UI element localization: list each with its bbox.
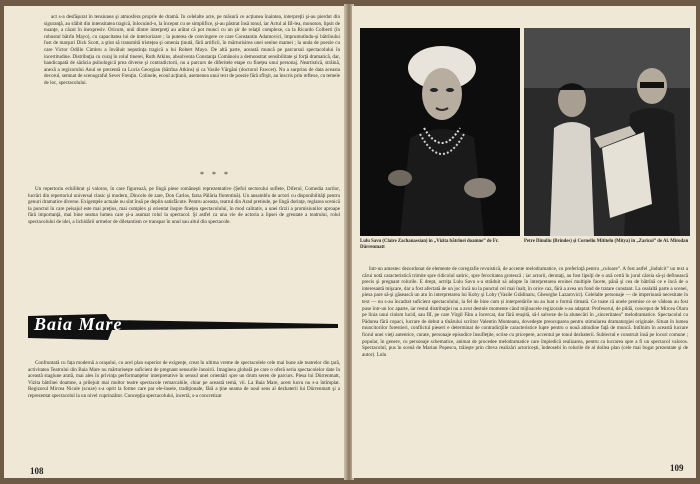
left-page (4, 6, 346, 478)
left-column-middle: Un repertoriu echilibrat şi valoros, în care figurează, pe lîngă piese româneşti reprezentative (Şeful sectorului suflete, Diferul, Comedia zorilor, lucrări din repertoriul universal clasic şi modern, Dincolo de zare, Don Carlos, farsa Pălăria florentină). Un ansamblu de actori cu disponibilităţi pentru genuri dramatice diverse. Exigenţele actuale nu sînt însă pe deplin satisfăcute. Pentru aceasta, teatrul din Arad pretinde, pe lîngă dorinţe, reglarea scenică la punctul în care peisajul este mai preţios, mai complex şi orientat înspre fineţea spectacolului, în mod calitativ, a unei tîrzii a promisiunilor aproape fără importanţă, mai bine seama lumea care şi-a asumat rolul la spectacol. Şi astfel ca una vie de actoria a lipsei de greutate a teatrului, rolul spectacolului de idei, a lichidării urmelor de diletantism ce transpar în unul sau altul din spectacole. (28, 186, 340, 225)
photo-actress (360, 28, 520, 236)
banner-title: Baia Mare (34, 314, 123, 334)
actors-scene-illustration (524, 28, 690, 236)
left-column-bottom: Confruntată cu fața modernă a oraşului, cu acel plan superior de exigenţe, creat în ultima vreme de spectacolele cele mai bune ale teatrelor din ţară, activitatea Teatrului din Baia Mare nu mărturiseşte suficient de pregnant sensurile înnoirii. Imaginea globală pe care o oferă seria spectacolelor date în această stagiune arată, mai ales în privinţa performanţelor interpretative în sensul unei orientări spre un drum seren de parcurs. Piesa lui Dürrenmatt, Vizita bătrînei doamne, a prilejuit mai multor teatre spectacole remarcabile, chiar pe această temă, vii. La Baia Mare, acest lucru nu s-a întîmplat. Regizorul Mircea Nicule (scuze) s-a oprit la forme care par ele-însele, tradiţionale, fără a ţine seama de noul sens al dezbaterii lui Dürrenmatt şi a reprezentat spectacolul la un nivel cuprinzător. Concepţia spectacolului, incertă, s-a concretizat (28, 360, 340, 399)
left-column-top: act s-a desfăşurat în tensiunea şi atmosfera proprie de dramă. În celelalte acte, pe măsură ce acțiunea înaintea, interpreţii şi-au pierdut din siguranţă, au slăbit din intensitatea tragică, înlocuind-o, la început cu se simplifice, şi-au păstrat însă tonul, iar Actul al III-lea, monoton, lipsit de nuanţe, a căzut în inexpresiv. Oricum, unii dintre interpreţi au arătat că pot munci cu un şir de relaţii complexe, ca la Ricardo Colberti (în robustul bătrîn Mayo), cu capacitatea lui de interiorizare ; la puterea de convingere ce care Constantin Adamovici, împrumutîndu-şi bătrînului fost de marşuri Dick Scott, a ştiut să transmită tristeţea şi omenia ţinută, fără artificii, în mărturisirea unei senine mamei ; la unda de poezie cu care Victor Odillo Cimbru a învăluit neputinţa tragică a lui Robert Mayo. De altă parte, această muncă pe parcursul spectacolului în incertitudine. Distribuţia cu curaj în rolul tinerei, Ruth Atkins, absolventa Constanţa Comănoiu a demonstrat sensibilitate şi forţă dramatică, dar, handicapată de sărăcia psihologică prea diverse şi contradictorii, nu a parcurs de diferitele etape cu fineţea unui personaj. Neartistică, străină, anexă a regizorului Anul se prezentă ca Lucia Georgian (bătrîna Atkins) și ca Vasile Vărgăni (doctorul Fawcet). Nu a surprins de data aceasta decorul, semnat de scenograful Sever Frenţiu. Colinele, ecoul acţiunii, asemenea unui text de poezie fără sfîrşit, au înscris prin reflexe, cu temele de loc, spectacolului. (44, 14, 340, 86)
photo-two-actors (524, 28, 690, 236)
right-page (352, 6, 696, 478)
section-banner (28, 312, 340, 342)
page-number-right: 109 (670, 463, 684, 473)
page-number-left: 108 (30, 466, 44, 476)
actress-portrait-illustration (360, 28, 520, 236)
photo-caption-left: Lulu Savu (Claire Zachanassian) în „Vizita bătrînei doamne” de Fr. Dürrenmatt (360, 239, 499, 250)
right-column-text: într-un amestec dezordonat de elemente de coregrafie revuistică, de accente melodramatice, cu preferinţă pentru „culoare”. A fost astfel „îndulcit” un text a cărui notă caracteristică trimite spre ridicolul satiric, spre ferocitatea grotescă ; iar actorii, derutaţi, au fost lipsiţi de o axă certă în jurul căreia să-şi definească precis şi pregnant rolurile. E drept, actriţa Lulu Savu s-a străduit să adopte în interpretarea eroinei multiple facete, până şi cea de bătrînă ce e încă de o interesantă mişcare, dar a fost afectată de un joc încă nu la punctul cel mai înalt, în orice caz, fără a avea un fond de tratare constant. La cealaltă parte a scenei, piesa pare să-şi găsească un atu în interpretarea lui Koby şi Loby (Vasile Grădinaru, Gheorghe Lazarovici). Celelalte personaje — de imperioasă necesitate în text — nu s-au încadrat suficient spectacolului, la fel de bine cum și interpretările nu au luat o formă ritmată. Ce toate că unele premise ce se vădeau au fost puse într-un loc aparte, iar restul distribuţiei nu a avut destule momente când mijloacele regizorale s-au adaptat: Profesorul, de pildă, conceput de Mircea Olaru pe linia unui cinism lucid, sau III, pe care Virgil Fătu a încercat, dar fără reuşită, să-l salveze de la alunecări în „sinceritatea” melodramatice. Spectacolul cu Pădurea fără copaci, lucrare de debut a tînărului scriitor Valentin Munteanu, dovedeşte preocuparea pentru stimularea dramaturgiei originale. Situat în lumea muncitorilor forestieri, conflictul pieseri e determinat de contradicţiile caracteristice lupte pentru o nouă atitudine faţă de muncă. Intîlnim în această lucrare fiorul unei vieţi autentice, curate, personaje episodice însufleţite, scrise cu pricepere, accentul pe tonul dezbaterii. Subiectul e construit însă pe locuri comune ; popular, în genere, cu personaje schematice, animat de procedee melodramatice care împiedică realizarea, pentru ca lucrarea spre a fi un spectacol valoros. Spectacolul, pus în scenă de Marian Popescu, trăieşte prin cîteva realizări actoriceşti, îndeosebi în rolurile de al doilea plan (cele mai bogat prezentate şi de autor). Lulu (362, 266, 688, 358)
section-separator: * * * (200, 170, 231, 179)
photo-caption-right: Petre Dinuliu (Brindes) şi Corneliu Mititelu (Mitya) în „Zaricoi” de Al. Mirodan (524, 239, 689, 244)
